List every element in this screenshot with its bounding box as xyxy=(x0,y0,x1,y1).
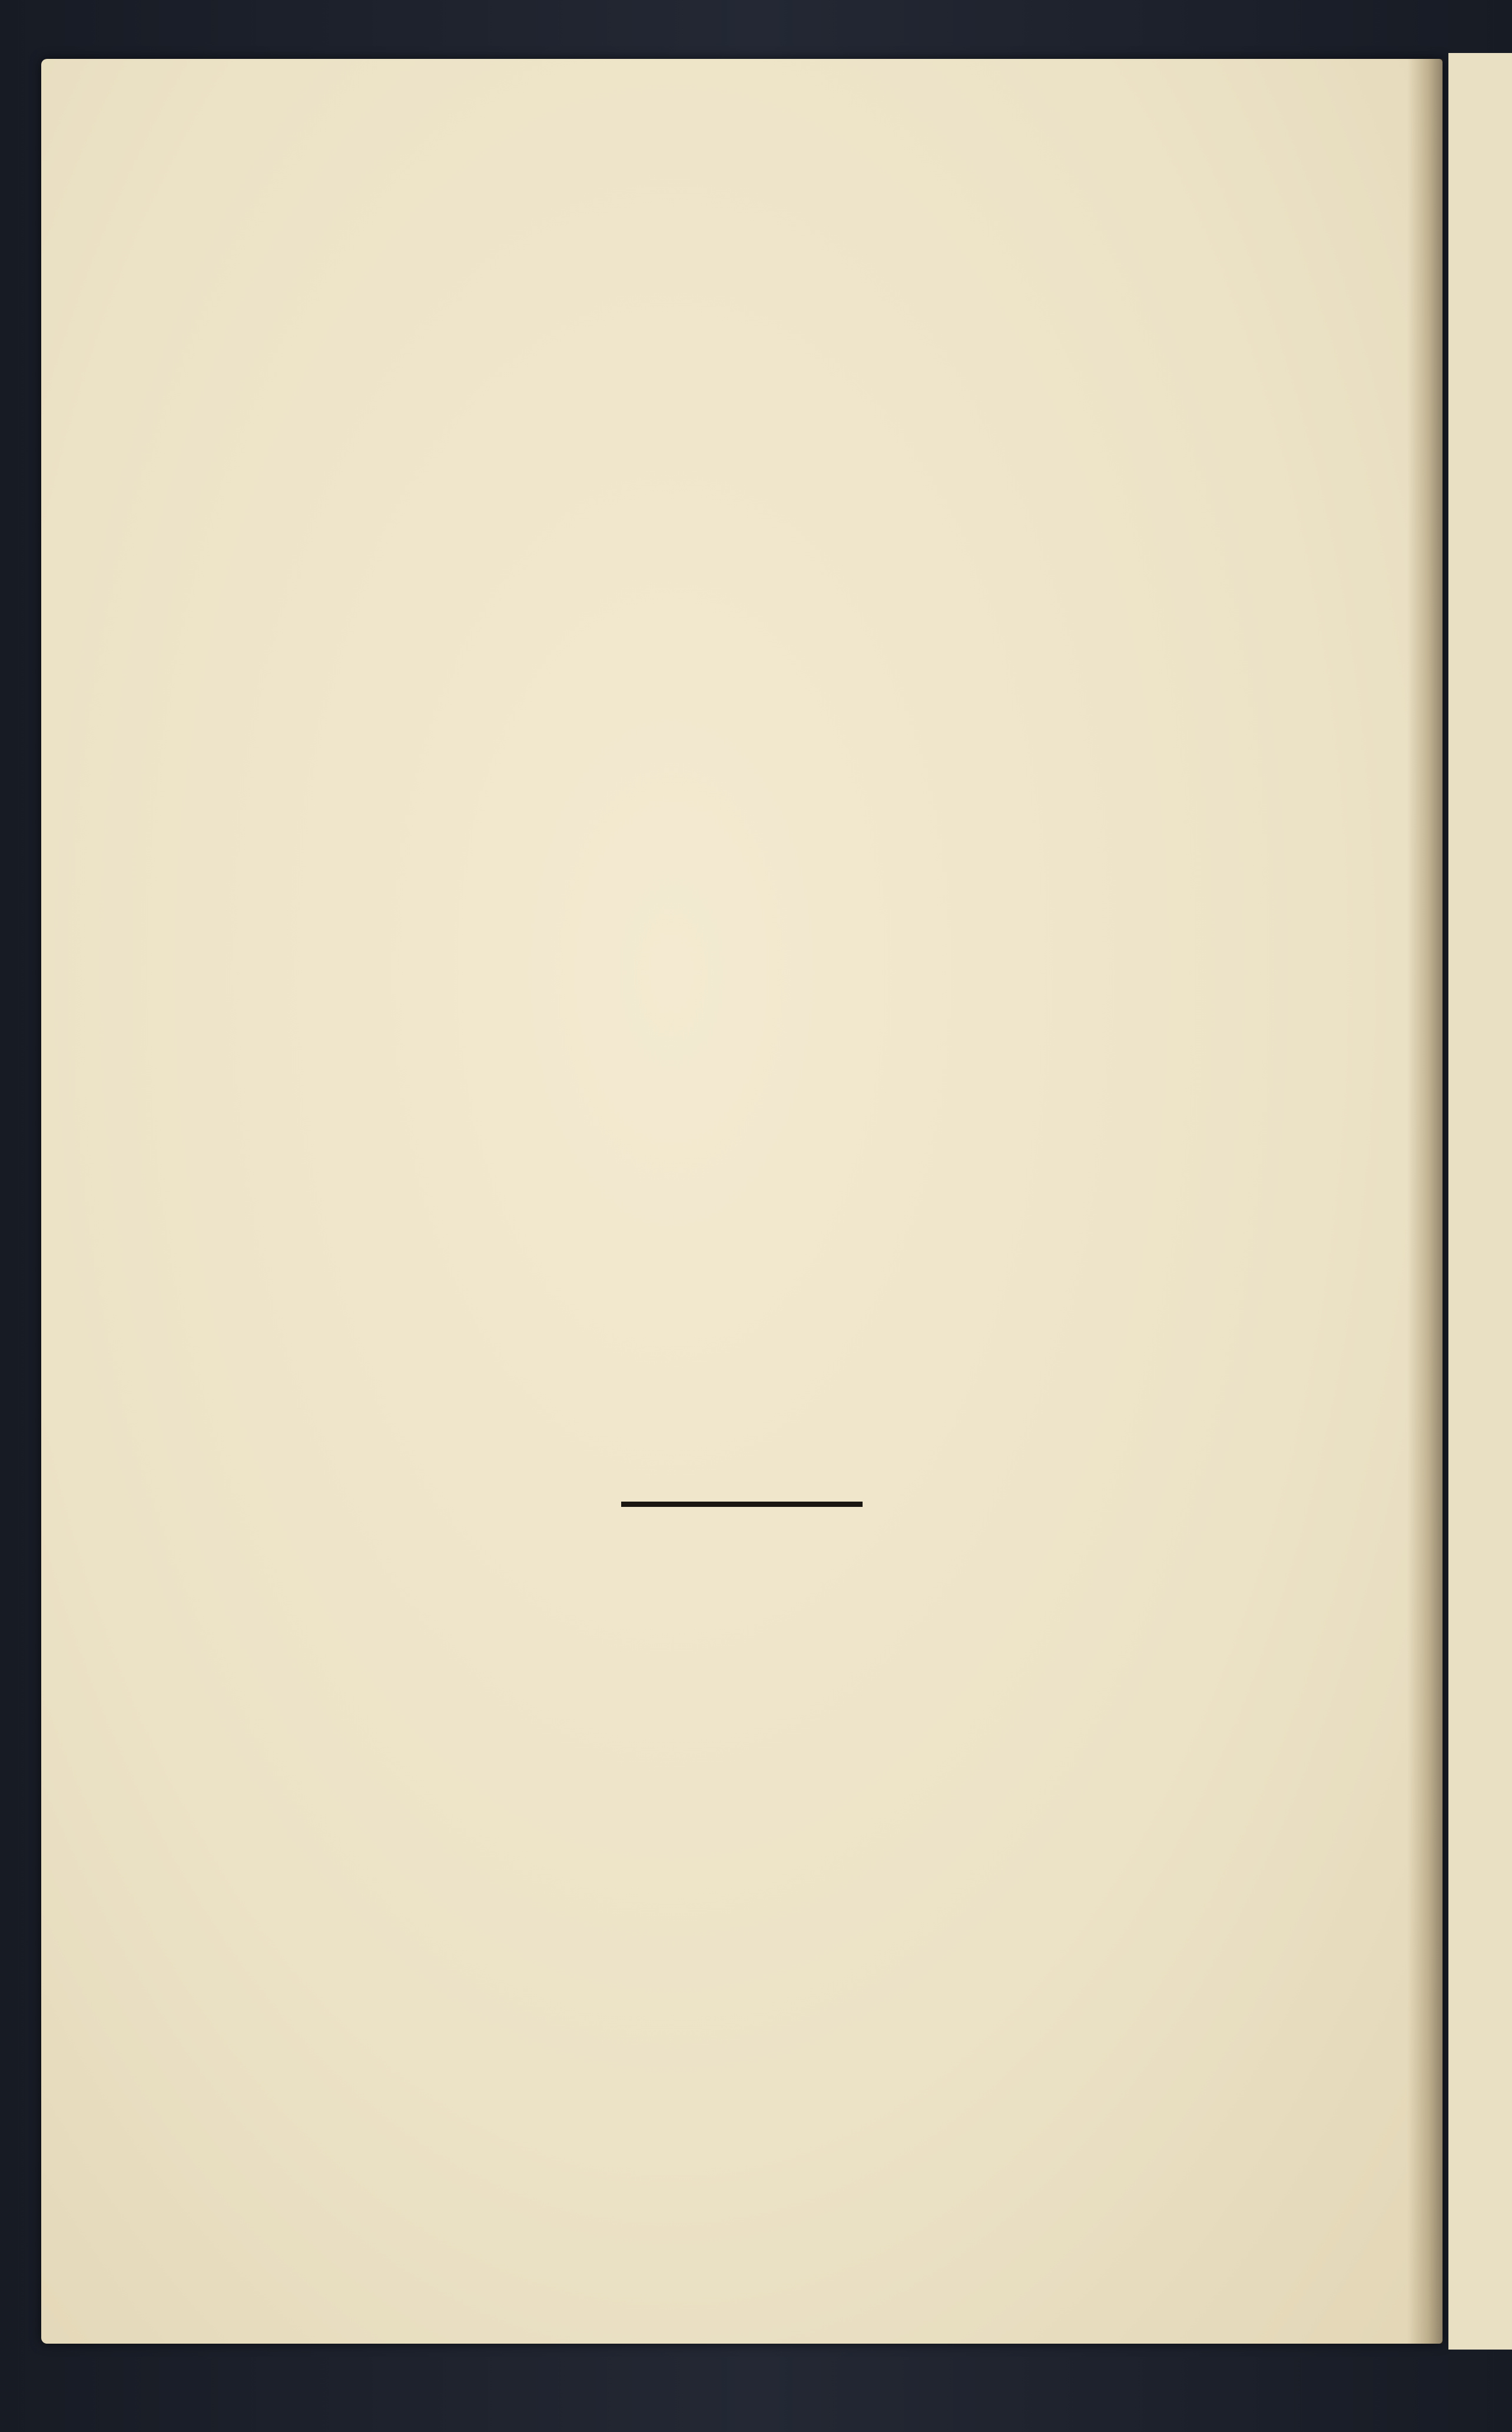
adjacent-page-edge xyxy=(1448,53,1512,2350)
section-rule xyxy=(621,1502,863,1507)
book-page xyxy=(41,59,1443,2344)
page-header xyxy=(171,171,1325,224)
page-gutter xyxy=(1407,59,1443,2344)
